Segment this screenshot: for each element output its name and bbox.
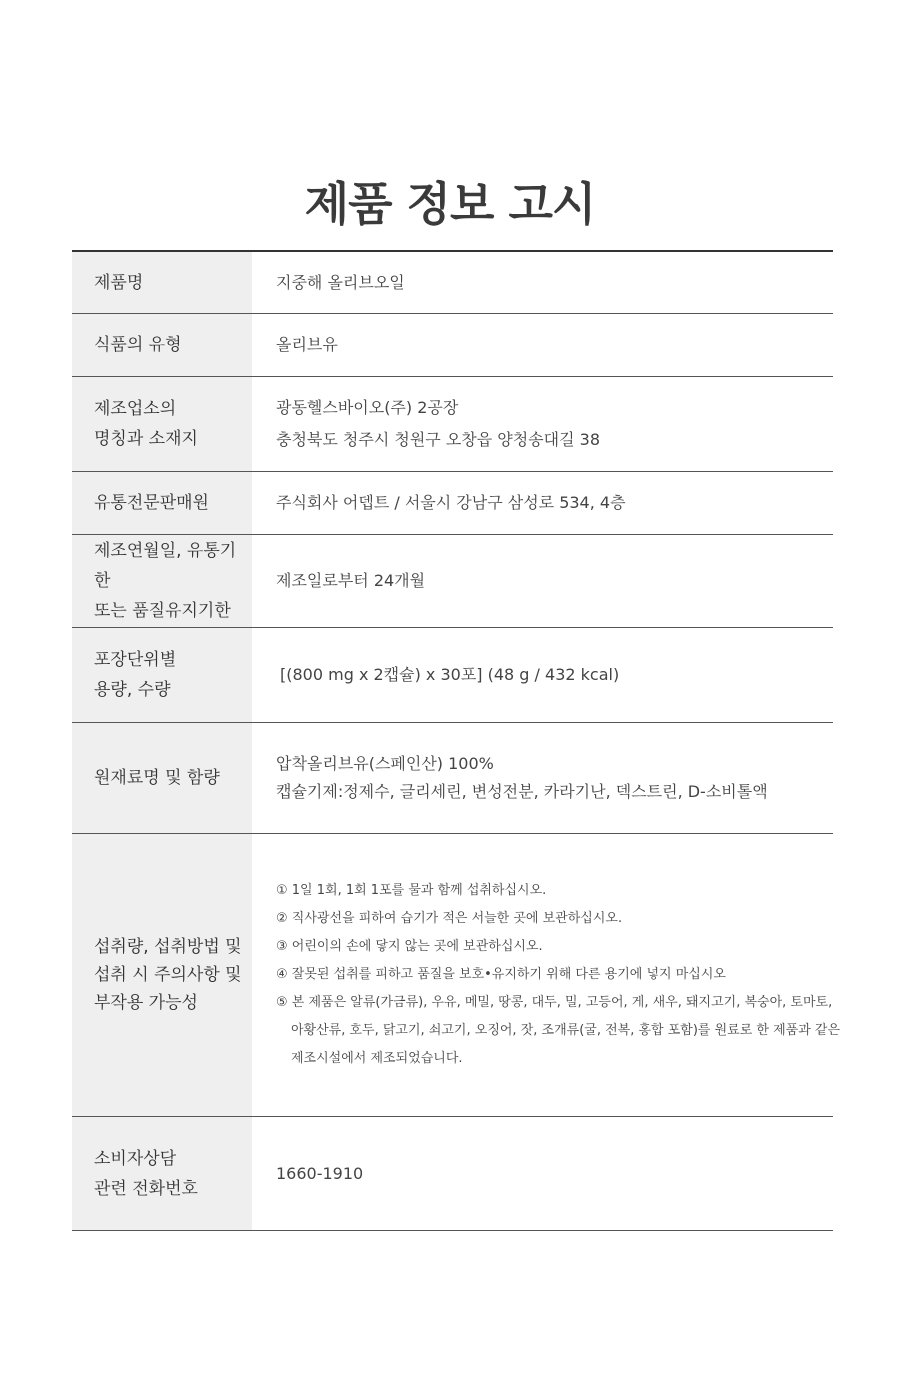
value-line: 충청북도 청주시 청원구 오창읍 양청송대길 38 (276, 430, 600, 449)
note-line: ① 1일 1회, 1회 1포를 물과 함께 섭취하십시오. (276, 883, 547, 898)
table-row (72, 834, 841, 1117)
value-line: 1660-1910 (276, 1163, 364, 1183)
value-line: [(800 mg x 2캡슐) x 30포] (48 g / 432 kcal) (280, 665, 620, 684)
note-line: ⑤ 본 제품은 알류(가금류), 우유, 메밀, 땅콩, 대두, 밀, 고등어, 게, 새우, 돼지고기, 복숭아, 토마토, (276, 995, 833, 1010)
row-label (72, 723, 252, 833)
row-value (252, 1117, 833, 1230)
table-row (72, 472, 833, 535)
table-row (72, 628, 833, 723)
row-label (72, 472, 252, 534)
label-line: 섭취 시 주의사항 및 (94, 965, 242, 985)
table-row (72, 535, 833, 628)
label-line: 또는 품질유지기한 (94, 601, 231, 621)
row-value (252, 723, 833, 833)
page-title: 제품 정보 고시 (304, 177, 596, 231)
row-label (72, 628, 252, 722)
table-row (72, 252, 833, 314)
row-label (72, 252, 252, 313)
label-line: 제조업소의 (94, 399, 177, 419)
label-line: 소비자상담 (94, 1148, 177, 1169)
note-line: 제조시설에서 제조되었습니다. (291, 1051, 463, 1066)
row-value (252, 472, 833, 534)
row-value (252, 314, 833, 376)
label-line: 섭취량, 섭취방법 및 (94, 937, 242, 957)
row-value (252, 535, 833, 627)
note-line: ② 직사광선을 피하여 습기가 적은 서늘한 곳에 보관하십시오. (276, 911, 623, 926)
value-line: 캡슐기제:정제수, 글리세린, 변성전분, 카라기난, 덱스트린, D-소비톨액 (276, 782, 768, 801)
table-row (72, 1117, 833, 1231)
label-line: 부작용 가능성 (94, 993, 198, 1013)
value-line: 올리브유 (276, 335, 338, 354)
row-label (72, 314, 252, 376)
row-label (72, 834, 252, 1116)
value-line: 제조일로부터 24개월 (276, 571, 426, 590)
label-line: 식품의 유형 (94, 335, 182, 355)
label-line: 포장단위별 (94, 650, 177, 670)
note-line: ③ 어린이의 손에 닿지 않는 곳에 보관하십시오. (276, 939, 543, 954)
row-label (72, 535, 252, 627)
label-line: 유통전문판매원 (94, 493, 209, 513)
row-value (252, 628, 833, 722)
product-info-table (72, 250, 841, 1231)
row-value (252, 834, 840, 1116)
value-line: 압착올리브유(스페인산) 100% (276, 754, 494, 773)
label-line: 명칭과 소재지 (94, 429, 198, 449)
label-line: 제조연월일, 유통기한 (94, 541, 237, 591)
note-line: 아황산류, 호두, 닭고기, 쇠고기, 오징어, 잣, 조개류(굴, 전복, 홍합 포함)를 원료로 한 제품과 같은 (291, 1023, 841, 1038)
table-row (72, 723, 833, 834)
row-label (72, 377, 252, 471)
label-line: 관련 전화번호 (94, 1178, 198, 1199)
value-line: 주식회사 어뎁트 / 서울시 강남구 삼성로 534, 4층 (276, 493, 626, 512)
label-line: 제품명 (94, 272, 144, 293)
row-label (72, 1117, 252, 1230)
label-line: 원재료명 및 함량 (94, 768, 220, 788)
table-row (72, 377, 833, 472)
table-row (72, 314, 833, 377)
value-line: 광동헬스바이오(주) 2공장 (276, 398, 459, 417)
row-value (252, 377, 833, 471)
note-line: ④ 잘못된 섭취를 피하고 품질을 보호•유지하기 위해 다른 용기에 넣지 마십시오 (276, 967, 726, 982)
label-line: 용량, 수량 (94, 680, 171, 700)
row-value (252, 252, 833, 313)
value-line: 지중해 올리브오일 (276, 272, 405, 292)
